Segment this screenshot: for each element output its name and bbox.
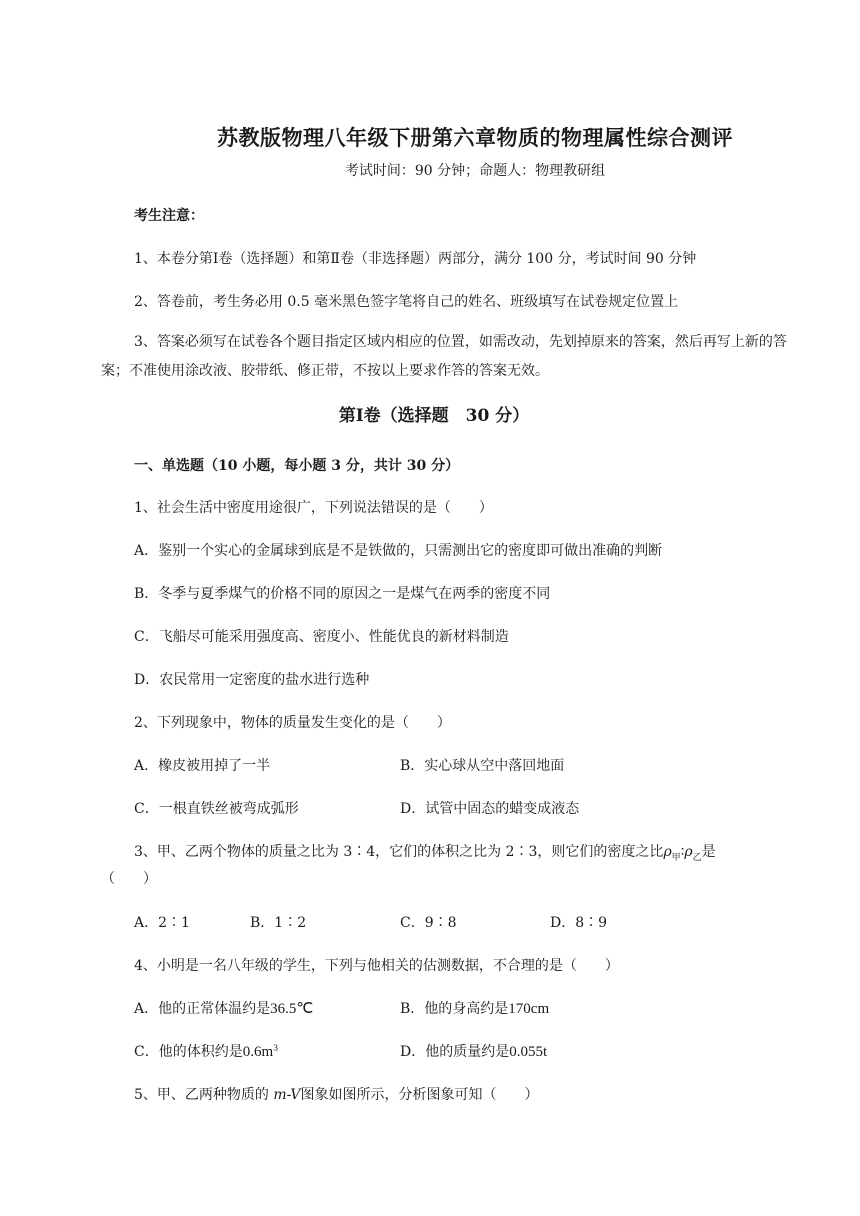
question-2-option-a: A．橡皮被用掉了一半 — [134, 758, 271, 774]
question-4-stem: 4、小明是一名八年级的学生，下列与他相关的估测数据，不合理的是（ ） — [134, 958, 619, 974]
question-1-option-a: A．鉴别一个实心的金属球到底是不是铁做的，只需测出它的密度即可做出准确的判断 — [134, 543, 663, 559]
page-title: 苏教版物理八年级下册第六章物质的物理属性综合测评 — [217, 125, 733, 150]
question-4-option-d — [400, 1041, 547, 1061]
option-c-label: C．他的体积约是 — [134, 1044, 243, 1060]
option-b-label: B．他的身高约是 — [400, 1001, 509, 1017]
option-a-label: A．他的正常体温约是 — [134, 1001, 271, 1017]
option-a-value: 36.5℃ — [270, 1001, 314, 1017]
notice-item-2: 2、答卷前，考生务必用 0.5 毫米黑色签字笔将自己的姓名、班级填写在试卷规定位置上 — [134, 294, 679, 310]
question-5-stem-text: 5、甲、乙两种物质的 — [134, 1087, 274, 1103]
part-heading: 一、单选题（10 小题，每小题 3 分，共计 30 分） — [134, 458, 460, 474]
question-3-option-b: B．1∶2 — [250, 915, 307, 931]
question-1-option-c: C．飞船尽可能采用强度高、密度小、性能优良的新材料制造 — [134, 629, 509, 645]
question-3-option-c: C．9∶8 — [400, 915, 457, 931]
question-3-stem-end: 是 — [701, 844, 716, 860]
notice-heading: 考生注意： — [134, 208, 204, 224]
m-v-symbol: m-V — [273, 1087, 301, 1103]
question-4-option-c — [134, 1041, 278, 1061]
notice-item-3: 3、答案必须写在试卷各个题目指定区域内相应的位置，如需改动，先划掉原来的答案，然后再写上新的答案；不准使用涂改液、胶带纸、修正带，不按以上要求作答的答案无效。 — [101, 334, 787, 379]
question-2-option-d: D．试管中固态的蜡变成液态 — [400, 801, 580, 817]
option-c-value: 0.6m — [242, 1044, 274, 1060]
question-3-stem-text: 3、甲、乙两个物体的质量之比为 3∶4，它们的体积之比为 2∶3，则它们的密度之比 — [134, 844, 664, 860]
exam-info: 考试时间：90 分钟；命题人：物理教研组 — [344, 163, 606, 179]
section-title: 第Ⅰ卷（选择题 30 分） — [338, 406, 530, 426]
ratio-separator: ∶ — [680, 844, 685, 860]
question-4-option-a — [134, 998, 313, 1018]
notice-item-1: 1、本卷分第Ⅰ卷（选择题）和第Ⅱ卷（非选择题）两部分，满分 100 分，考试时间 90 分钟 — [134, 251, 697, 267]
question-2-option-b: B．实心球从空中落回地面 — [400, 758, 565, 774]
question-3-answer-blank: （ ） — [101, 871, 157, 887]
question-1-option-b: B．冬季与夏季煤气的价格不同的原因之一是煤气在两季的密度不同 — [134, 586, 551, 602]
question-4-option-b — [400, 998, 549, 1018]
question-1-option-d: D．农民常用一定密度的盐水进行选种 — [134, 672, 370, 688]
question-1-stem: 1、社会生活中密度用途很广，下列说法错误的是（ ） — [134, 500, 493, 516]
question-5-stem — [134, 1084, 538, 1104]
rho-symbol-1: ρ — [663, 844, 672, 860]
question-3-option-a: A．2∶1 — [134, 915, 190, 931]
option-c-exponent: 3 — [273, 1043, 279, 1053]
option-d-value: 0.055t — [509, 1044, 548, 1060]
question-3-stem — [134, 841, 716, 863]
question-3-option-d: D．8∶9 — [550, 915, 608, 931]
option-d-label: D．他的质量约是 — [400, 1044, 510, 1060]
rho-subscript-1: 甲 — [671, 852, 681, 863]
question-5-stem-end: 图象如图所示，分析图象可知（ ） — [300, 1087, 539, 1103]
rho-subscript-2: 乙 — [692, 852, 702, 863]
question-2-stem: 2、下列现象中，物体的质量发生变化的是（ ） — [134, 715, 451, 731]
option-b-value: 170cm — [508, 1001, 550, 1017]
rho-symbol-2: ρ — [684, 844, 693, 860]
question-2-option-c: C．一根直铁丝被弯成弧形 — [134, 801, 299, 817]
